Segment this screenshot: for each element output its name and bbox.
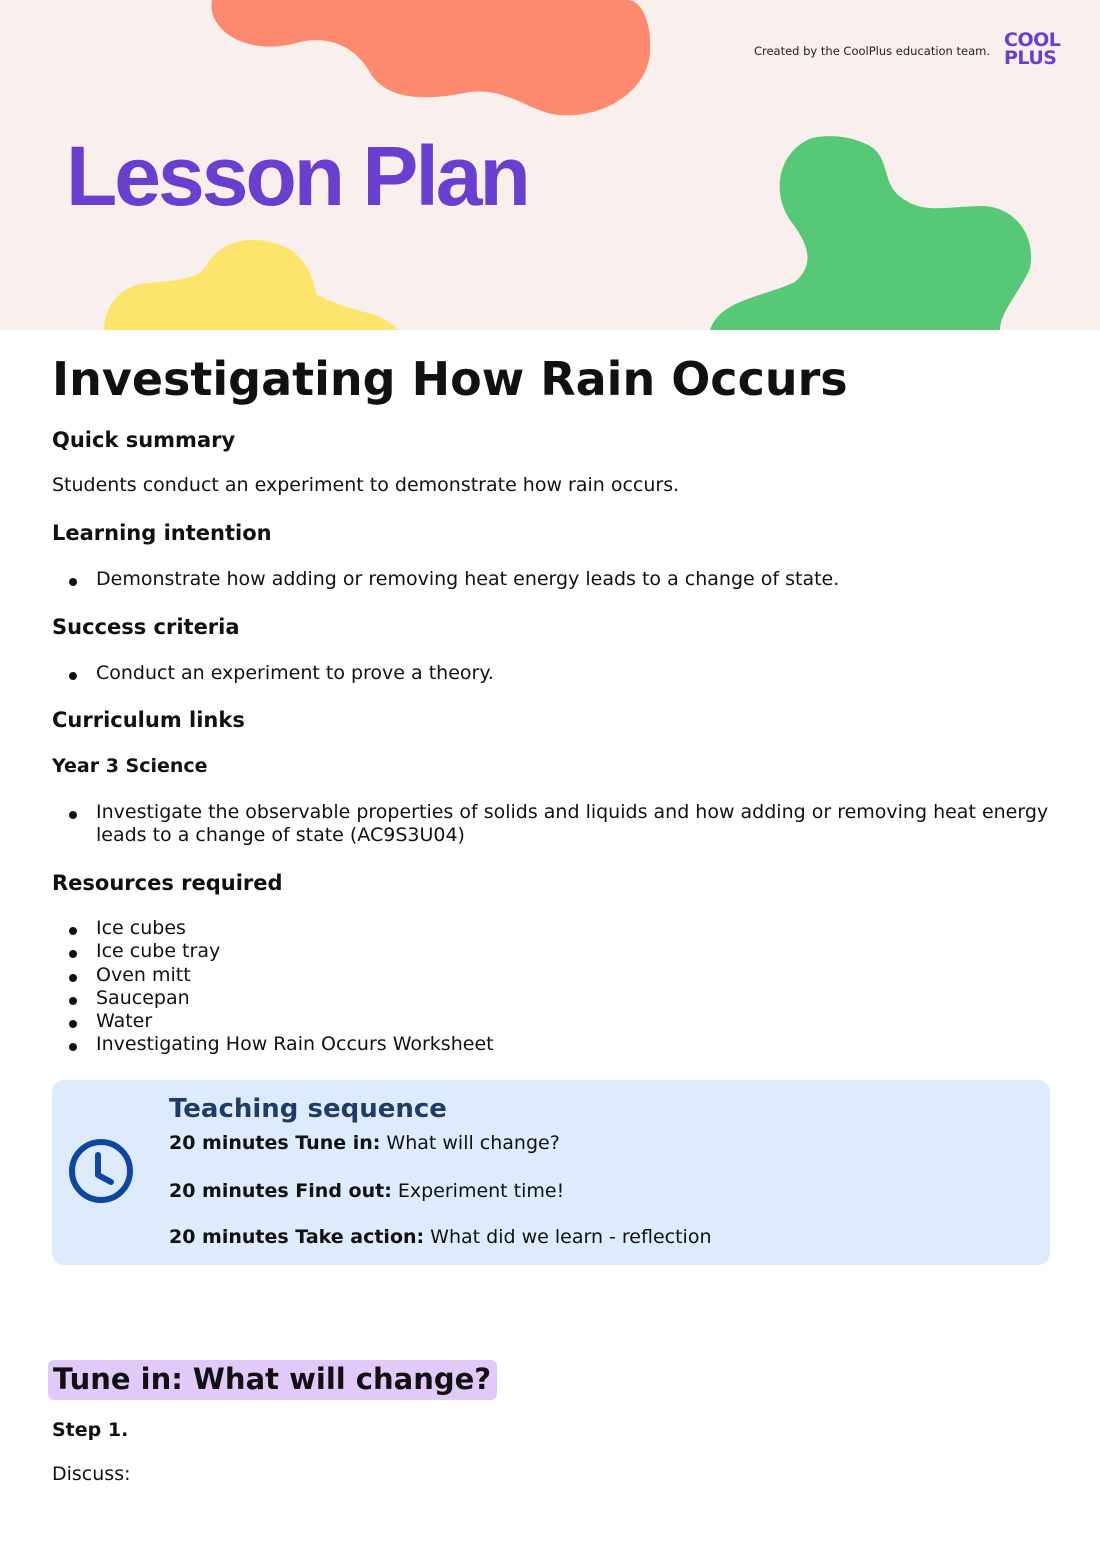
page-title: Lesson Plan [66, 129, 528, 223]
green-blob [710, 136, 1031, 330]
learning-intention-list [52, 568, 839, 591]
header-banner [0, 0, 1100, 330]
logo-line-1: COOL [1004, 29, 1061, 51]
list-item: Water [52, 1010, 494, 1033]
resources-list [52, 917, 494, 1057]
clock-icon [66, 1136, 136, 1206]
success-criteria-heading: Success criteria [52, 615, 240, 639]
lesson-title: Investigating How Rain Occurs [52, 352, 848, 406]
sequence-item-text: Experiment time! [391, 1180, 565, 1202]
sequence-item-label: 20 minutes Take action: [169, 1226, 425, 1248]
teaching-sequence-heading: Teaching sequence [169, 1094, 447, 1124]
credit-text: Created by the CoolPlus education team. [753, 44, 990, 58]
curriculum-links-list [52, 801, 1052, 848]
list-item: Investigate the observable properties of solids and liquids and how adding or removing heat energy leads to a change of state (AC9S3U04) [52, 801, 1052, 848]
logo-line-2: PLUS [1004, 47, 1057, 69]
quick-summary-text: Students conduct an experiment to demonstrate how rain occurs. [52, 474, 680, 496]
sequence-item [169, 1226, 712, 1248]
sequence-item [169, 1132, 560, 1154]
step-text: Discuss: [52, 1463, 131, 1485]
teaching-sequence-card [52, 1080, 1050, 1265]
yellow-blob [104, 240, 398, 330]
sequence-item-text: What did we learn - reflection [424, 1226, 712, 1248]
list-item: Demonstrate how adding or removing heat energy leads to a change of state. [52, 568, 839, 591]
step-label: Step 1. [52, 1419, 129, 1441]
sequence-item [169, 1180, 564, 1202]
resources-heading: Resources required [52, 871, 283, 895]
sequence-item-label: 20 minutes Find out: [169, 1180, 392, 1202]
list-item: Oven mitt [52, 964, 494, 987]
tune-in-heading: Tune in: What will change? [48, 1360, 497, 1400]
curriculum-subheading: Year 3 Science [52, 755, 208, 777]
coolplus-logo [1004, 31, 1068, 67]
list-item: Conduct an experiment to prove a theory. [52, 662, 494, 685]
orange-blob [211, 0, 650, 115]
sequence-item-label: 20 minutes Tune in: [169, 1132, 381, 1154]
list-item: Ice cubes [52, 917, 494, 940]
learning-intention-heading: Learning intention [52, 521, 272, 545]
sequence-item-text: What will change? [380, 1132, 560, 1154]
quick-summary-heading: Quick summary [52, 428, 236, 452]
list-item: Saucepan [52, 987, 494, 1010]
curriculum-links-heading: Curriculum links [52, 708, 245, 732]
success-criteria-list [52, 662, 494, 685]
list-item: Investigating How Rain Occurs Worksheet [52, 1033, 494, 1056]
list-item: Ice cube tray [52, 940, 494, 963]
